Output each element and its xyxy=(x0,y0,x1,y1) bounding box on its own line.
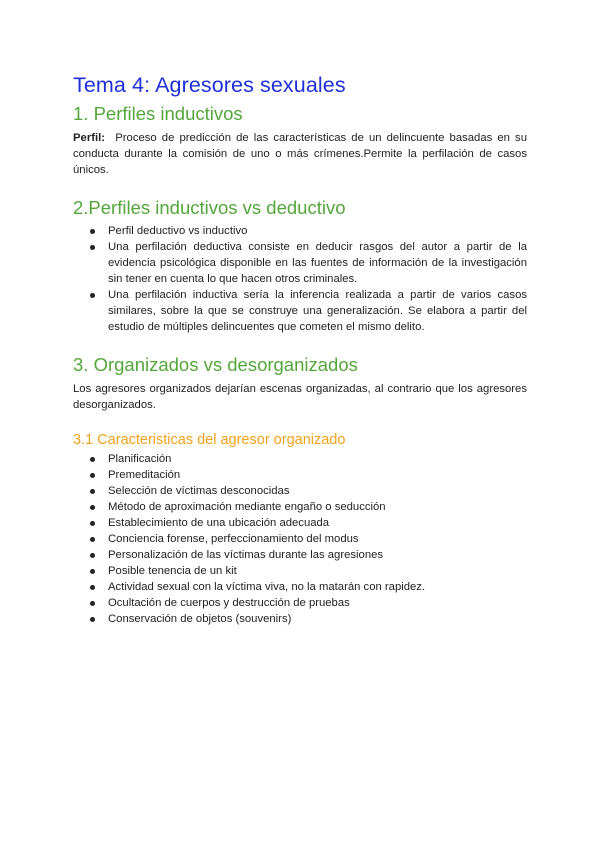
list-item xyxy=(73,467,527,483)
subsection-heading: 3.1 Caracteristicas del agresor organizado xyxy=(73,432,346,448)
bullet-icon xyxy=(90,553,95,558)
perfil-text: Proceso de predicción de las características de un delincuente basadas en su conducta durante la comisión de uno o más crímenes.Permite la perfilación de casos únicos. xyxy=(73,132,527,176)
characteristics-list xyxy=(73,451,527,627)
list-item xyxy=(73,239,527,287)
list-item xyxy=(73,531,527,547)
bullet-icon xyxy=(90,245,95,250)
bullet-icon xyxy=(90,489,95,494)
section2-heading: 2.Perfiles inductivos vs deductivo xyxy=(73,197,346,218)
list-item xyxy=(73,499,527,515)
list-item xyxy=(73,547,527,563)
list-item-text: Actividad sexual con la víctima viva, no la matarán con rapidez. xyxy=(108,581,426,593)
bullet-icon xyxy=(90,293,95,298)
bullet-icon xyxy=(90,457,95,462)
list-item-text: Posible tenencia de un kit xyxy=(108,565,237,577)
list-item-text: Premeditación xyxy=(108,469,181,481)
list-item-text: Una perfilación deductiva consiste en deducir rasgos del autor a partir de la evidencia psicológica disponible en las fuentes de información de la investigación sin tener en cuenta lo que hacen otros criminales. xyxy=(108,241,527,285)
list-item-text: Planificación xyxy=(108,453,172,465)
bullet-icon xyxy=(90,569,95,574)
list-item-text: Perfil deductivo vs inductivo xyxy=(108,225,248,237)
section1-paragraph xyxy=(73,130,527,178)
section2-list xyxy=(73,223,527,335)
bullet-icon xyxy=(90,617,95,622)
list-item-text: Método de aproximación mediante engaño o seducción xyxy=(108,501,386,513)
list-item xyxy=(73,483,527,499)
bullet-icon xyxy=(90,229,95,234)
section1-heading: 1. Perfiles inductivos xyxy=(73,103,243,124)
list-item xyxy=(73,515,527,531)
bullet-icon xyxy=(90,585,95,590)
bullet-icon xyxy=(90,601,95,606)
section3-heading: 3. Organizados vs desorganizados xyxy=(73,354,358,375)
list-item-text: Una perfilación inductiva sería la inferencia realizada a partir de varios casos similares, sobre la que se construye una generalización. Se elabora a partir del estudio de múltiples delincuentes que cometen el mismo delito. xyxy=(108,289,527,333)
perfil-label: Perfil: xyxy=(73,132,106,144)
list-item-text: Personalización de las víctimas durante las agresiones xyxy=(108,549,384,561)
list-item xyxy=(73,223,527,239)
bullet-icon xyxy=(90,521,95,526)
list-item-text: Selección de víctimas desconocidas xyxy=(108,485,290,497)
list-item xyxy=(73,563,527,579)
bullet-icon xyxy=(90,505,95,510)
document-title: Tema 4: Agresores sexuales xyxy=(73,73,346,97)
section3-paragraph: Los agresores organizados dejarían escenas organizadas, al contrario que los agresores desorganizados. xyxy=(73,383,527,411)
list-item-text: Establecimiento de una ubicación adecuada xyxy=(108,517,330,529)
bullet-icon xyxy=(90,473,95,478)
list-item xyxy=(73,595,527,611)
list-item xyxy=(73,451,527,467)
document-page xyxy=(73,70,527,627)
list-item xyxy=(73,611,527,627)
list-item-text: Conciencia forense, perfeccionamiento del modus xyxy=(108,533,359,545)
list-item xyxy=(73,579,527,595)
list-item-text: Ocultación de cuerpos y destrucción de pruebas xyxy=(108,597,350,609)
bullet-icon xyxy=(90,537,95,542)
list-item xyxy=(73,287,527,335)
list-item-text: Conservación de objetos (souvenirs) xyxy=(108,613,292,625)
